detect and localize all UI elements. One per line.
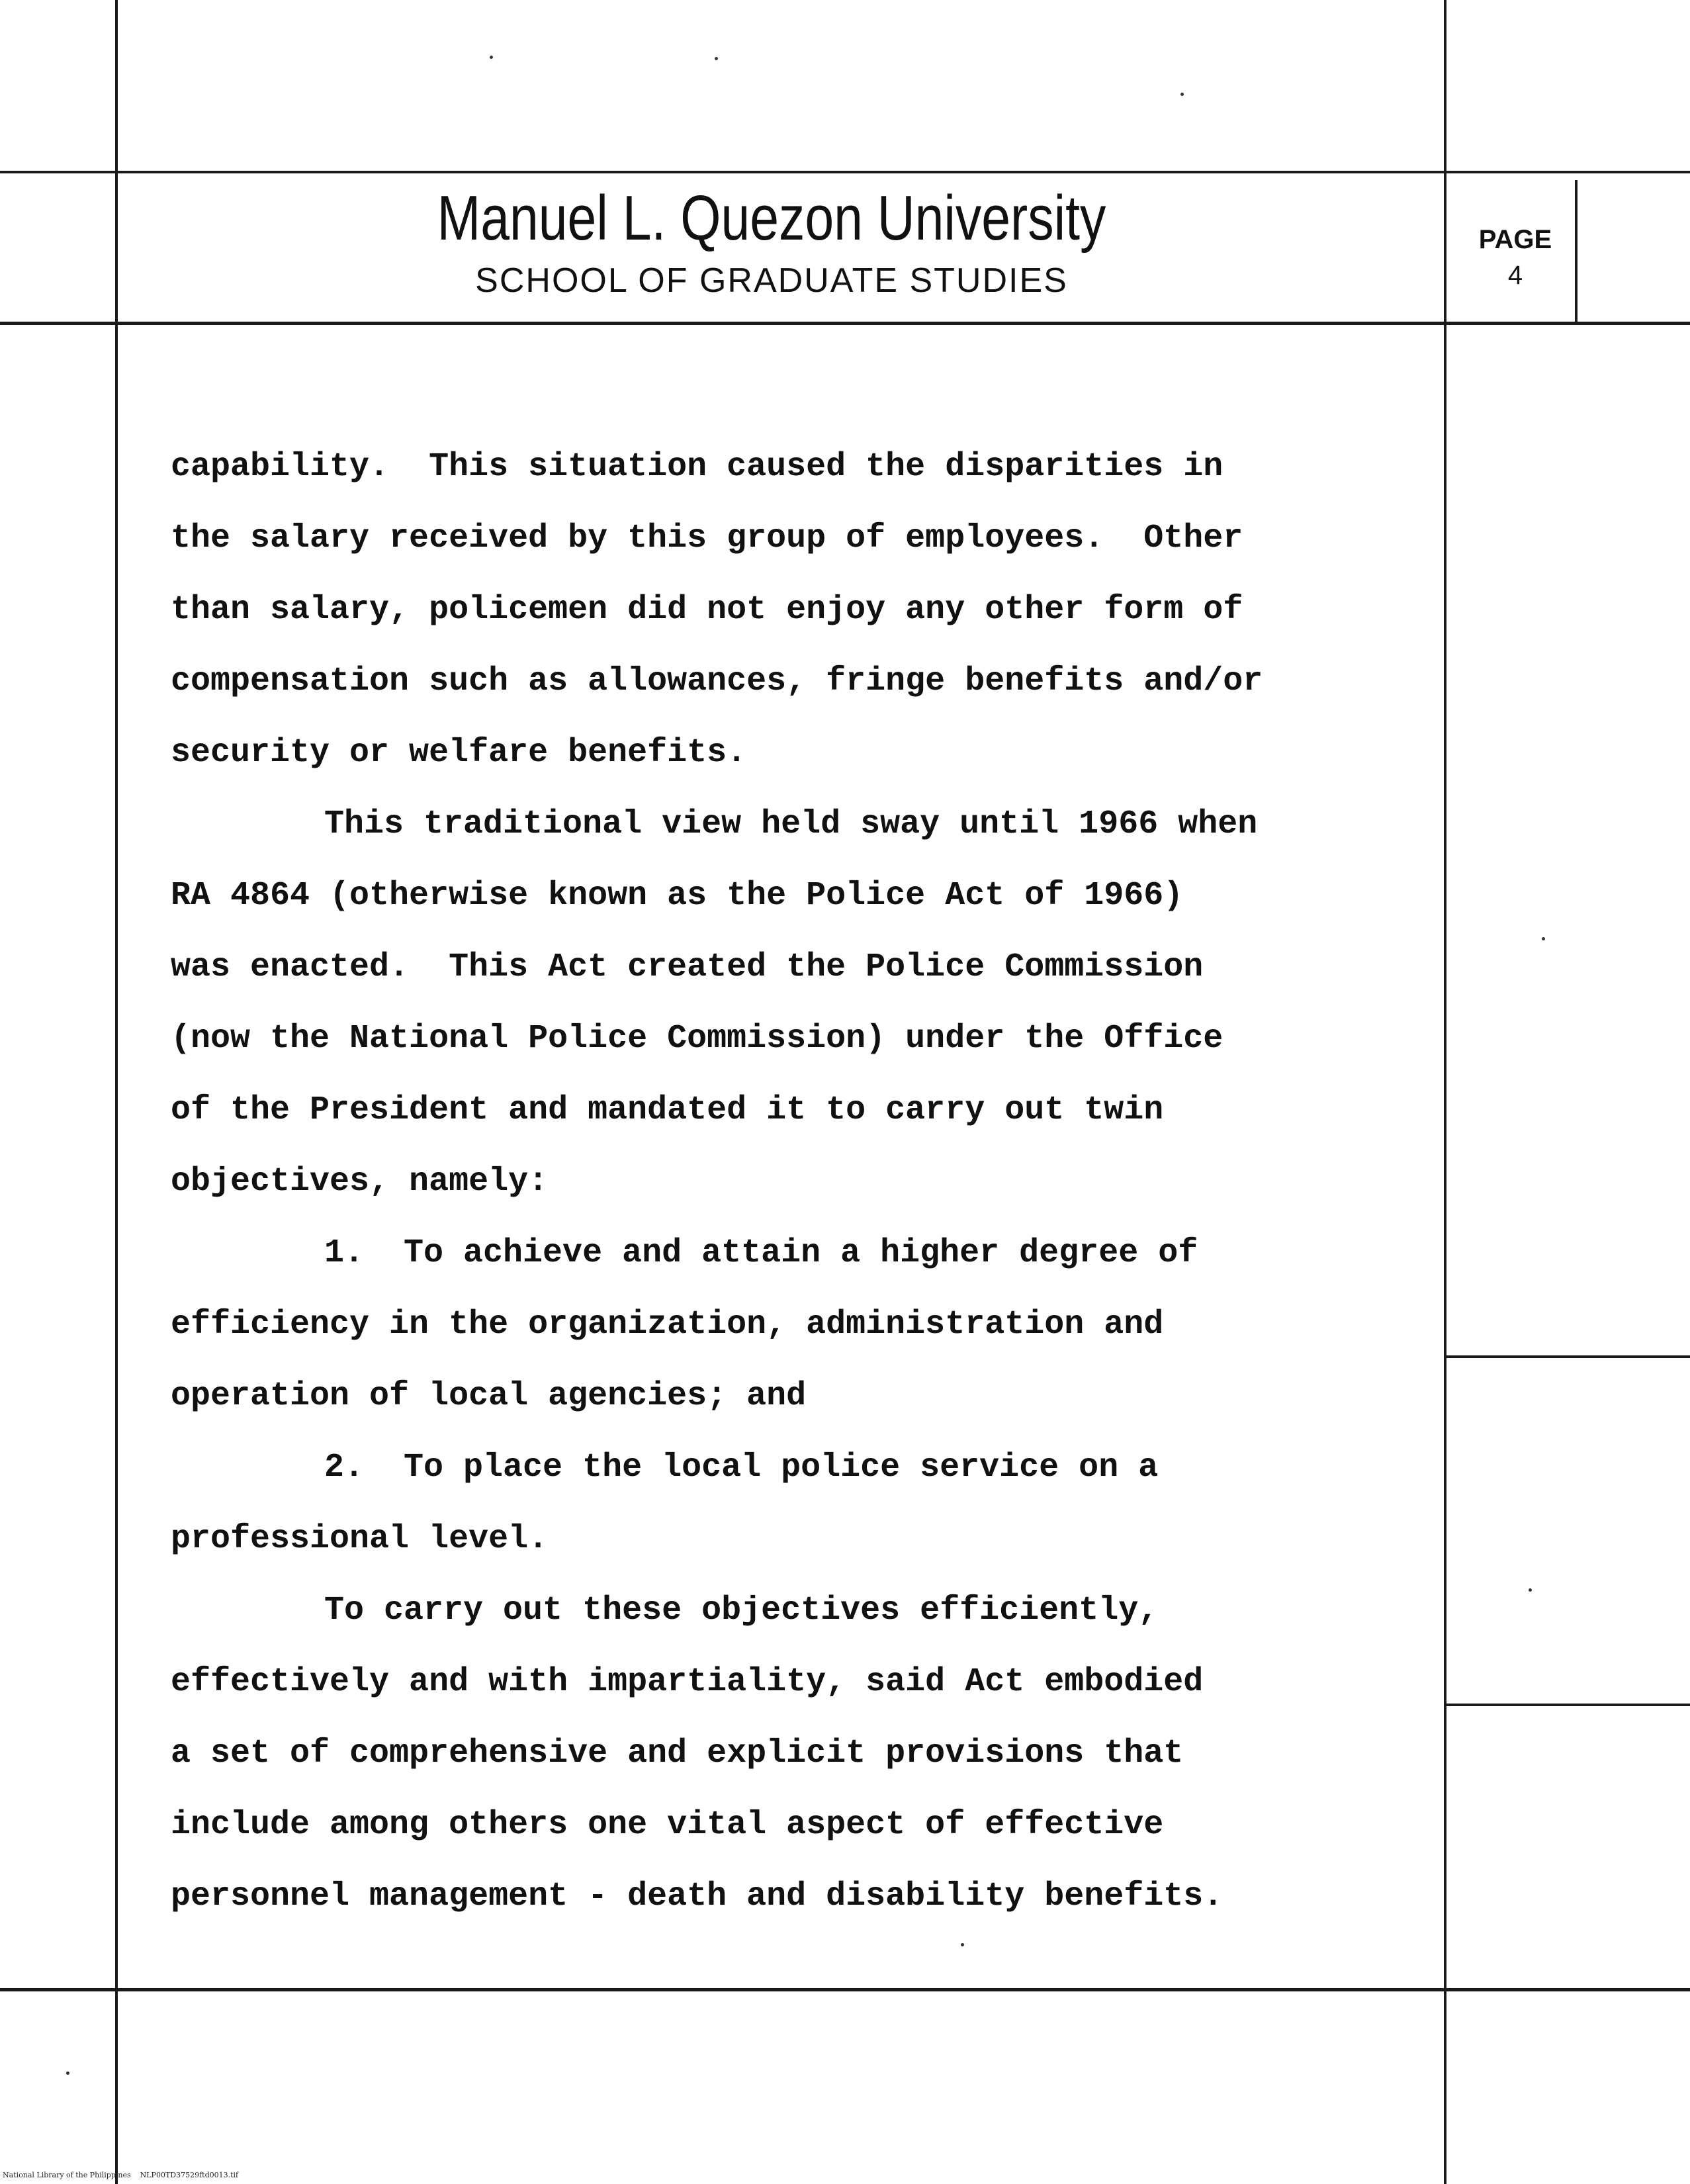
text-line: was enacted. This Act created the Police Commission — [171, 948, 1204, 986]
list-item: 1. To achieve and attain a higher degree of — [324, 1234, 1198, 1272]
text-line: capability. This situation caused the disparities in — [171, 448, 1223, 486]
text-line: the salary received by this group of employees. Other — [171, 520, 1243, 557]
page-number: 4 — [1507, 261, 1523, 290]
text-line: This traditional view held sway until 1966 when — [324, 805, 1258, 843]
margin-tick-rule — [1444, 1355, 1690, 1358]
text-line: objectives, namely: — [171, 1163, 549, 1201]
scan-speck — [1542, 937, 1545, 940]
text-line: professional level. — [171, 1520, 549, 1558]
scan-speck — [66, 2071, 69, 2075]
scan-speck — [961, 1943, 964, 1946]
text-line: personnel management - death and disability benefits. — [171, 1878, 1223, 1915]
text-line: include among others one vital aspect of effective — [171, 1806, 1164, 1844]
page-label: PAGE — [1478, 225, 1552, 254]
left-margin-rule — [115, 0, 118, 2184]
text-line: a set of comprehensive and explicit provisions that — [171, 1735, 1184, 1772]
list-item: 2. To place the local police service on a — [324, 1449, 1159, 1486]
top-horizontal-rule — [0, 171, 1690, 173]
text-line: efficiency in the organization, administration and — [171, 1306, 1164, 1343]
scan-speck — [490, 56, 493, 59]
scan-speck — [1180, 93, 1184, 96]
header-bottom-rule — [0, 322, 1690, 325]
page-box-right-rule — [1575, 180, 1578, 323]
text-line: operation of local agencies; and — [171, 1377, 807, 1415]
scan-speck — [715, 57, 718, 60]
text-line: (now the National Police Commission) under the Office — [171, 1020, 1223, 1058]
text-line: effectively and with impartiality, said Act embodied — [171, 1663, 1204, 1701]
text-line: RA 4864 (otherwise known as the Police Act of 1966) — [171, 877, 1184, 915]
text-line: security or welfare benefits. — [171, 734, 747, 772]
body-text — [171, 432, 1428, 1933]
right-margin-rule — [1444, 0, 1446, 2184]
university-name: Manuel L. Quezon University — [437, 183, 1106, 253]
school-name: SCHOOL OF GRADUATE STUDIES — [475, 261, 1068, 300]
text-line: To carry out these objectives efficiently, — [324, 1592, 1159, 1629]
margin-tick-rule — [1444, 1704, 1690, 1706]
scan-speck — [1529, 1588, 1532, 1592]
text-line: compensation such as allowances, fringe benefits and/or — [171, 662, 1263, 700]
text-line: of the President and mandated it to carry out twin — [171, 1091, 1164, 1129]
archive-credit: National Library of the Philippines NLP00TD37529ftd0013.tif — [3, 2171, 239, 2179]
bottom-horizontal-rule — [0, 1988, 1690, 1991]
text-line: than salary, policemen did not enjoy any other form of — [171, 591, 1243, 629]
